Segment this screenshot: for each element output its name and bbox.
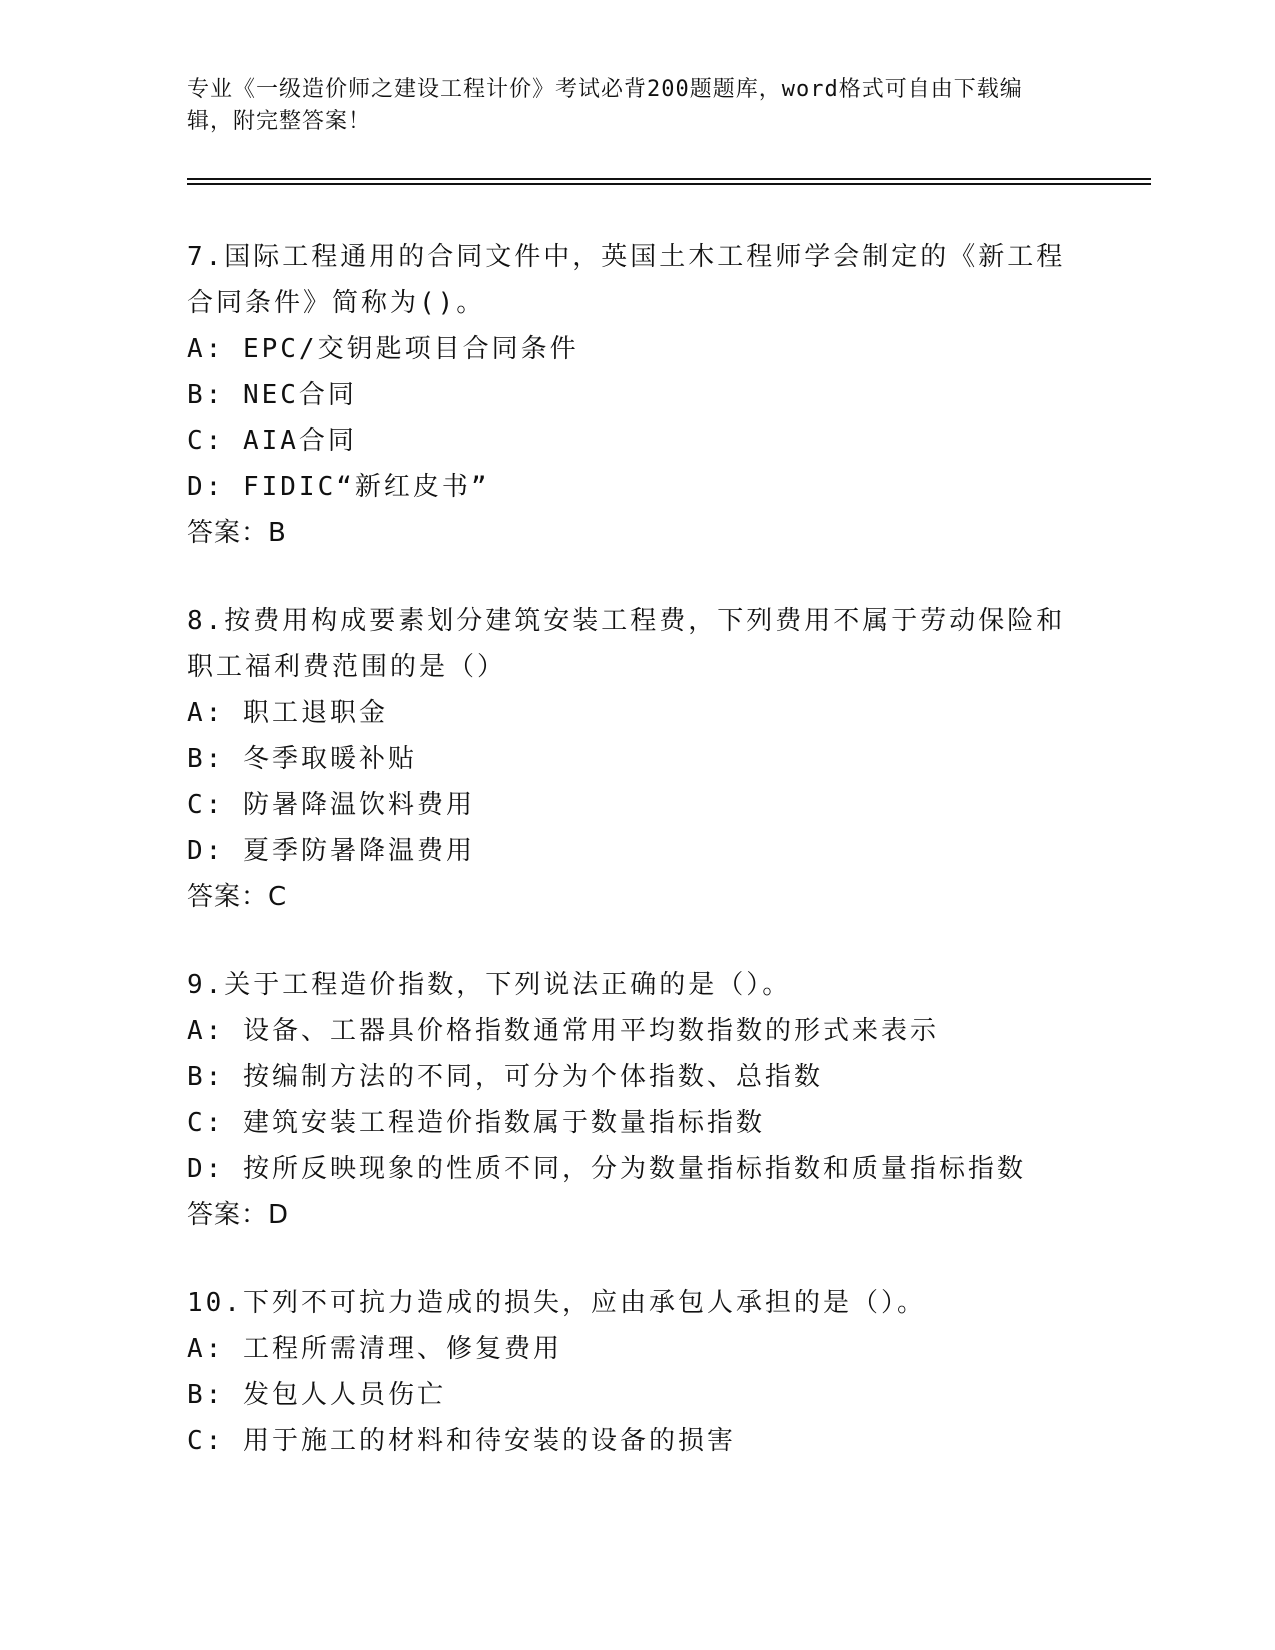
option-c: C: 建筑安装工程造价指数属于数量指标指数	[187, 1108, 765, 1138]
document-header: 专业《一级造价师之建设工程计价》考试必背200题题库，word格式可自由下载编辑，附完整答案！	[187, 77, 1023, 134]
option-d: D: FIDIC“新红皮书”	[187, 472, 490, 502]
answer: 答案：C	[187, 882, 288, 912]
option-a: A: 工程所需清理、修复费用	[187, 1334, 562, 1364]
question-stem: 8.按费用构成要素划分建筑安装工程费，下列费用不属于劳动保险和职工福利费范围的是（）	[187, 606, 1066, 682]
option-a: A: EPC/交钥匙项目合同条件	[187, 334, 579, 364]
question-10	[187, 1280, 1087, 1464]
option-a: A: 职工退职金	[187, 698, 388, 728]
question-stem: 7.国际工程通用的合同文件中，英国土木工程师学会制定的《新工程合同条件》简称为()。	[187, 242, 1066, 318]
header-rule-bottom	[187, 183, 1151, 185]
answer: 答案：B	[187, 518, 287, 548]
option-c: C: 用于施工的材料和待安装的设备的损害	[187, 1426, 736, 1456]
option-b: B: NEC合同	[187, 380, 357, 410]
option-c: C: AIA合同	[187, 426, 357, 456]
option-d: D: 夏季防暑降温费用	[187, 836, 475, 866]
option-c: C: 防暑降温饮料费用	[187, 790, 475, 820]
option-d: D: 按所反映现象的性质不同，分为数量指标指数和质量指标指数	[187, 1154, 1026, 1184]
option-a: A: 设备、工器具价格指数通常用平均数指数的形式来表示	[187, 1016, 939, 1046]
header-rule-top	[187, 178, 1151, 180]
option-b: B: 按编制方法的不同，可分为个体指数、总指数	[187, 1062, 823, 1092]
option-b: B: 冬季取暖补贴	[187, 744, 417, 774]
question-8	[187, 598, 1087, 920]
question-9	[187, 962, 1087, 1238]
question-stem: 10.下列不可抗力造成的损失，应由承包人承担的是（）。	[187, 1288, 926, 1318]
question-7	[187, 234, 1087, 556]
option-b: B: 发包人人员伤亡	[187, 1380, 446, 1410]
answer: 答案：D	[187, 1200, 290, 1230]
question-stem: 9.关于工程造价指数，下列说法正确的是（）。	[187, 970, 792, 1000]
